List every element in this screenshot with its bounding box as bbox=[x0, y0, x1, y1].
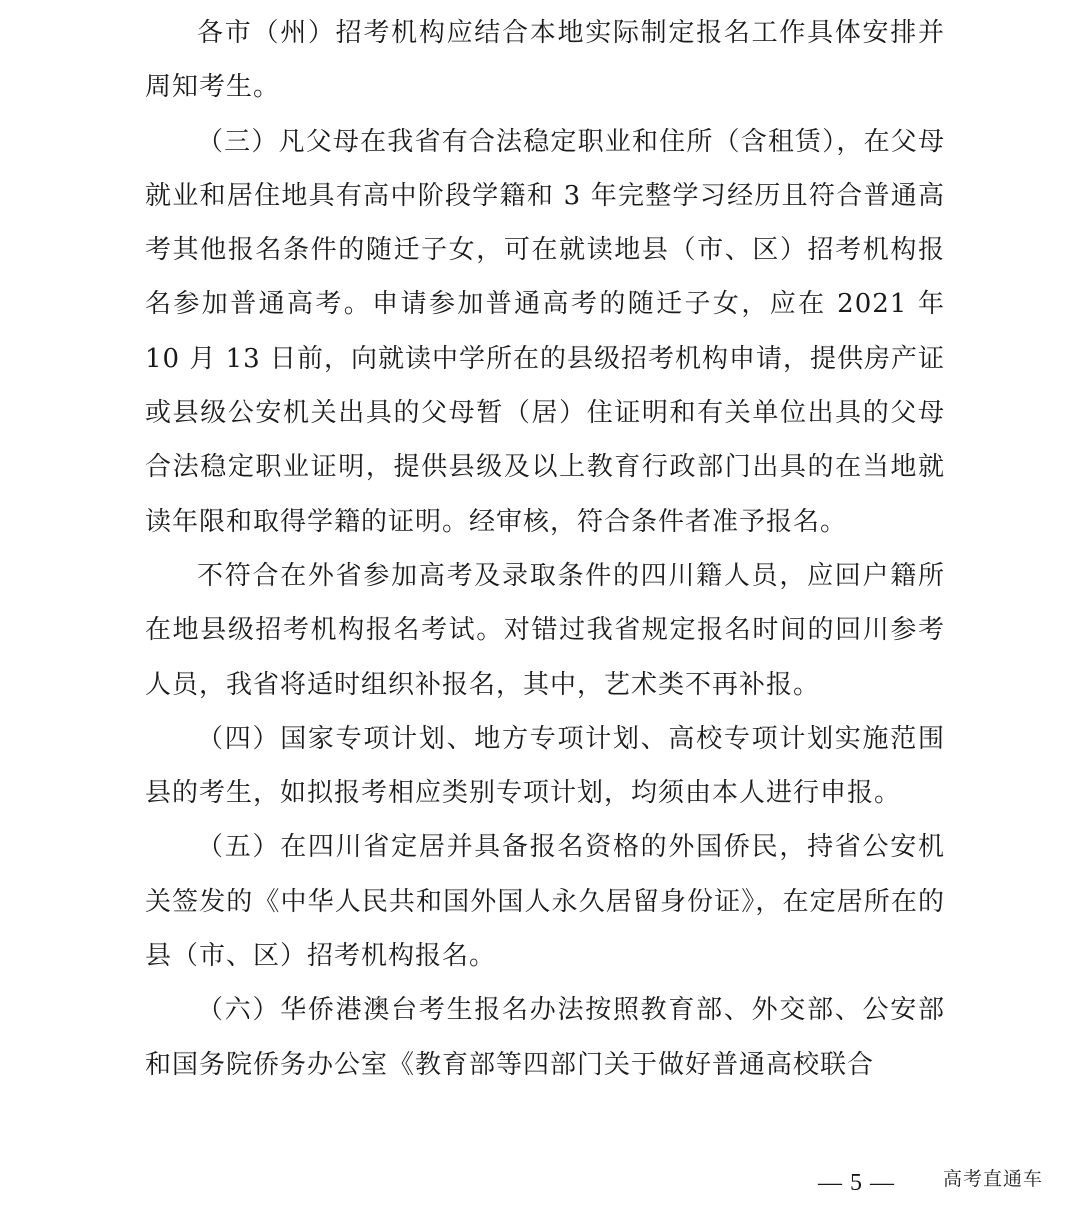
paragraph-6: （六）华侨港澳台考生报名办法按照教育部、外交部、公安部和国务院侨务办公室《教育部等四部门关于做好普通高校联合 bbox=[145, 995, 945, 1080]
paragraph-2: （三）凡父母在我省有合法稳定职业和住所（含租赁），在父母就业和居住地具有高中阶段学籍和 3 年完整学习经历且符合普通高考其他报名条件的随迁子女，可在就读地县（市、区）招考机构报名参加普通高考。申请参加普通高考的随迁子女，应在 2021 年 10 月 13 日前，向就读中学所在的县级招考机构申请，提供房产证或县级公安机关出具的父母暂（居）住证明和有关单位出具的父母合法稳定职业证明，提供县级及以上教育行政部门出具的在当地就读年限和取得学籍的证明。经审核，符合条件者准予报名。 bbox=[145, 126, 945, 537]
paragraph-4: （四）国家专项计划、地方专项计划、高校专项计划实施范围县的考生，如拟报考相应类别专项计划，均须由本人进行申报。 bbox=[145, 723, 945, 809]
paragraph-3: 不符合在外省参加高考及录取条件的四川籍人员，应回户籍所在地县级招考机构报名考试。对错过我省规定报名时间的回川参考人员，我省将适时组织补报名，其中，艺术类不再补报。 bbox=[145, 560, 945, 700]
document-body bbox=[145, 6, 945, 1092]
paragraph-5: （五）在四川省定居并具备报名资格的外国侨民，持省公安机关签发的《中华人民共和国外国人永久居留身份证》，在定居所在的县（市、区）招考机构报名。 bbox=[145, 832, 945, 972]
watermark: 高考直通车 bbox=[943, 1168, 1044, 1190]
paragraph-1: 各市（州）招考机构应结合本地实际制定报名工作具体安排并周知考生。 bbox=[145, 18, 945, 103]
page-number: — 5 — bbox=[818, 1170, 895, 1196]
